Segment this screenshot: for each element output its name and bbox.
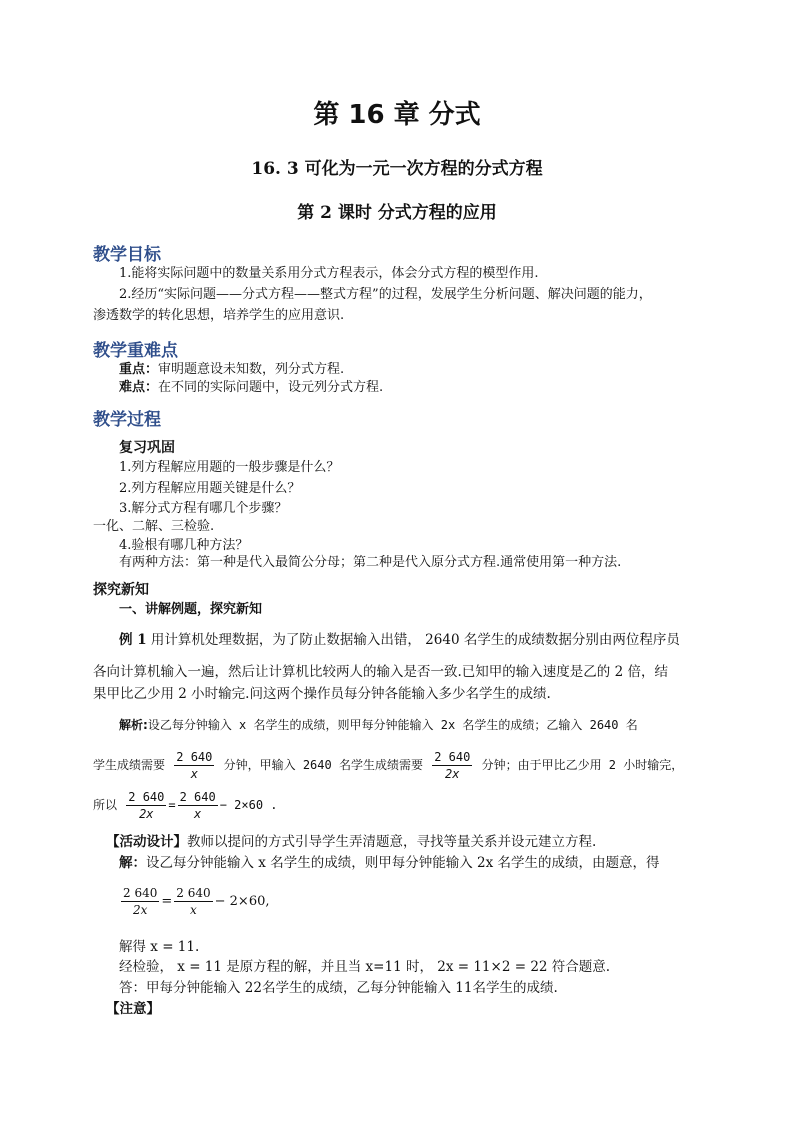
frac-num: 2 640 [128,790,165,804]
equals-sign: = [168,798,176,812]
note-label: 【注意】 [106,1001,160,1017]
fraction-2640-over-x [178,790,218,821]
analysis-line-2 [93,750,683,781]
goal-item-2-cont: 渗透数学的转化思想，培养学生的应用意识. [93,308,345,323]
analysis-text-2c: 分钟；由于甲比乙少用 2 小时输完， [481,758,684,772]
frac-den: x [190,903,197,917]
activity-design [106,832,596,852]
answer-line: 答：甲每分钟能输入 22名学生的成绩，乙每分钟能输入 11名学生的成绩. [119,980,558,996]
fraction-2640-over-2x [121,886,159,917]
fraction-2640-over-x [174,886,212,917]
review-q1: 1.列方程解应用题的一般步骤是什么？ [119,460,340,475]
goal-item-2: 2.经历“实际问题——分式方程——整式方程”的过程，发展学生分析问题、解决问题的能力， [119,287,652,302]
frac-num: 2 640 [434,750,471,764]
process-heading: 教学过程 [93,410,161,430]
review-heading: 复习巩固 [119,440,175,456]
analysis-text-2b: 分钟，甲输入 2640 名学生成绩需要 [223,758,423,772]
hard-point [119,378,383,398]
fraction-2640-over-2x [126,790,166,821]
keys-heading: 教学重难点 [93,341,178,361]
frac-den: 2x [132,903,148,917]
example-text-1: 用计算机处理数据，为了防止数据输入出错， 2640 名学生的成绩数据分别由两位程序员 [146,632,680,648]
frac-den: x [194,807,202,821]
review-q3: 3.解分式方程有哪几个步骤？ [119,501,288,516]
frac-num: 2 640 [176,886,211,900]
analysis-line-1 [119,716,638,733]
analysis-line-3 [93,790,278,821]
frac-num: 2 640 [179,790,216,804]
frac-num: 2 640 [123,886,158,900]
frac-den: 2x [445,767,460,781]
key-text: 审明题意设未知数，列分式方程. [158,362,345,377]
analysis-text-3a: 所以 [93,798,118,812]
example-line-3: 果甲比乙少用 2 小时输完.问这两个操作员每分钟各能输入多少名学生的成绩. [93,686,551,702]
analysis-text-3b: − 2×60 . [219,798,278,812]
review-a4: 有两种方法：第一种是代入最简公分母；第二种是代入原分式方程.通常使用第一种方法. [119,555,622,570]
chapter-title: 第 16 章 分式 [313,100,481,130]
check-line: 经检验， x = 11 是原方程的解，并且当 x=11 时， 2x = 11×2 = 22 符合题意. [119,959,611,975]
frac-den: x [190,767,198,781]
solve-result: 解得 x = 11. [119,939,200,955]
hard-label: 难点： [119,380,159,395]
review-a3: 一化、二解、三检验. [93,519,215,534]
solution-label: 解： [119,855,146,871]
goal-item-1: 1.能将实际问题中的数量关系用分式方程表示，体会分式方程的模型作用. [119,266,539,281]
activity-label: 【活动设计】 [106,834,187,850]
equals-sign: = [161,894,173,909]
key-label: 重点： [119,362,159,377]
solution-text: 设乙每分钟能输入 x 名学生的成绩，则甲每分钟能输入 2x 名学生的成绩，由题意，得 [146,855,660,871]
analysis-label: 解析: [119,718,148,732]
review-q2: 2.列方程解应用题关键是什么？ [119,481,301,496]
frac-num: 2 640 [176,750,213,764]
example-label: 例 1 [119,632,147,648]
example-line-2: 各向计算机输入一遍，然后让计算机比较两人的输入是否一致.已知甲的输入速度是乙的 2 倍，结 [93,664,668,680]
fraction-2640-over-2x [432,750,472,781]
analysis-text-2a: 学生成绩需要 [93,758,166,772]
activity-text: 教师以提问的方式引导学生弄清题意，寻找等量关系并设元建立方程. [187,834,597,850]
solution-equation [119,886,270,917]
fraction-2640-over-x [174,750,214,781]
goals-heading: 教学目标 [93,245,161,265]
lesson-title: 第 2 课时 分式方程的应用 [297,203,497,223]
equation-tail: − 2×60, [214,894,270,909]
section-title: 16. 3 可化为一元一次方程的分式方程 [251,159,543,179]
explore-heading: 探究新知 [93,582,149,598]
frac-den: 2x [139,807,154,821]
analysis-text-1: 设乙每分钟输入 x 名学生的成绩，则甲每分钟能输入 2x 名学生的成绩；乙输入 2640 名 [147,718,638,732]
hard-text: 在不同的实际问题中，设元列分式方程. [158,380,384,395]
explore-subheading: 一、讲解例题，探究新知 [119,602,263,617]
example-line-1 [119,630,680,650]
solution-line [119,853,659,873]
review-q4: 4.验根有哪几种方法？ [119,538,249,553]
key-point [119,360,344,380]
